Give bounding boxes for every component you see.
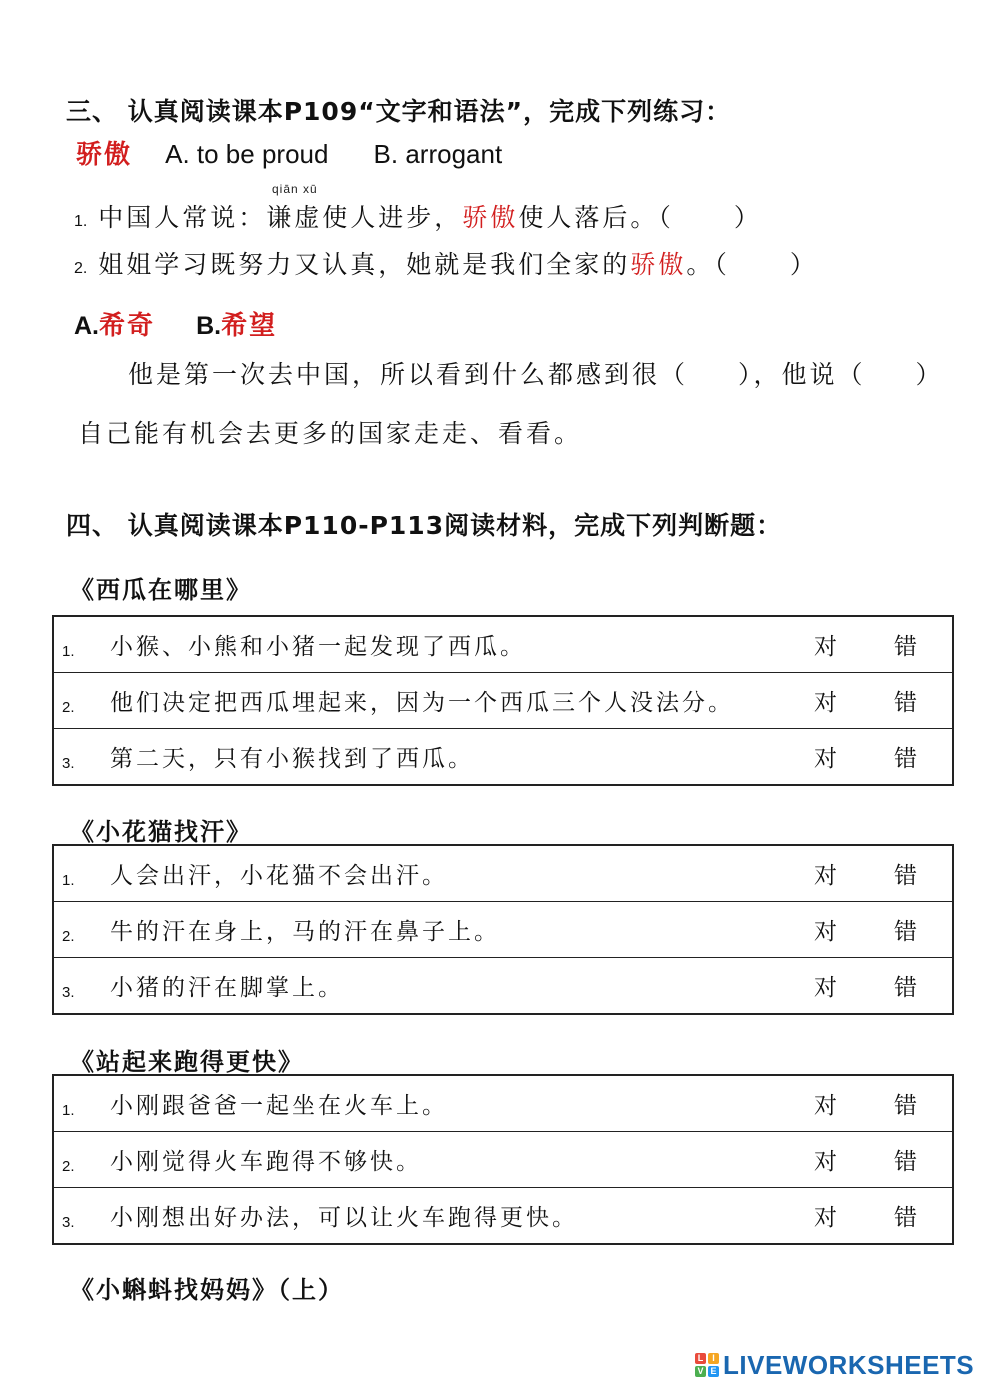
question-number: 2. <box>62 927 75 945</box>
story-title-watermelon: 《西瓜在哪里》 <box>70 575 252 604</box>
word-row-jiaoao <box>76 134 502 171</box>
table-row <box>53 958 953 1015</box>
question-text-before: 中国人常说：谦虚使人进步， <box>98 203 463 232</box>
logo-text: LIVEWORKSHEETS <box>723 1349 975 1380</box>
logo-letter: V <box>695 1366 706 1377</box>
question-text-before: 姐姐学习既努力又认真，她就是我们全家的 <box>98 250 631 279</box>
logo-letter: E <box>708 1366 719 1377</box>
false-option-button[interactable]: 错 <box>894 863 920 889</box>
close-paren: ） <box>915 360 944 389</box>
table-row <box>53 1075 953 1132</box>
false-option-button[interactable]: 错 <box>894 1093 920 1119</box>
true-option-button[interactable]: 对 <box>792 902 862 958</box>
table-row <box>53 845 953 902</box>
story-title-tadpole: 《小蝌蚪找妈妈》（上） <box>70 1275 344 1304</box>
paragraph-text: 他是第一次去中国，所以看到什么都感到很（ <box>128 360 689 389</box>
true-option-button[interactable]: 对 <box>814 634 840 660</box>
question-text-after: 。（ <box>686 250 730 279</box>
option-a-word: 希奇 <box>99 311 156 341</box>
statement-text: 小刚跟爸爸一起坐在火车上。 <box>110 1093 448 1119</box>
story-title-stand-up: 《站起来跑得更快》 <box>70 1047 304 1076</box>
question-number: 1. <box>62 642 75 660</box>
question-number: 2. <box>62 698 75 716</box>
close-paren: ） <box>789 250 818 279</box>
statement-text: 第二天，只有小猴找到了西瓜。 <box>110 729 792 786</box>
question-number: 1. <box>74 213 88 230</box>
statement-text: 小猪的汗在脚掌上。 <box>110 958 792 1015</box>
statement-text: 小猴、小熊和小猪一起发现了西瓜。 <box>110 634 526 660</box>
section-4-heading: 四、 认真阅读课本P110-P113阅读材料，完成下列判断题： <box>66 511 783 540</box>
question-2 <box>74 245 818 281</box>
option-a-definition: A. to be proud <box>165 139 329 169</box>
highlight-word: 骄傲 <box>462 203 519 232</box>
true-option-button[interactable]: 对 <box>792 729 862 786</box>
false-option-button[interactable]: 错 <box>862 729 953 786</box>
question-1 <box>74 198 762 234</box>
false-option-button[interactable]: 错 <box>894 634 920 660</box>
judge-table-watermelon <box>52 615 954 786</box>
liveworksheets-logo <box>695 1349 975 1380</box>
false-option-button[interactable]: 错 <box>862 673 953 729</box>
option-a-letter: A. <box>74 312 99 340</box>
judge-table-stand-up <box>52 1074 954 1245</box>
false-option-button[interactable]: 错 <box>862 958 953 1015</box>
pinyin-annotation: qiān xū <box>272 182 318 196</box>
false-option-button[interactable]: 错 <box>862 1188 953 1245</box>
option-b-letter: B. <box>196 312 222 340</box>
question-text-after: 使人落后。（ <box>518 203 674 232</box>
table-row <box>53 1132 953 1188</box>
true-option-button[interactable]: 对 <box>792 1188 862 1245</box>
question-number: 3. <box>62 983 75 1001</box>
question-number: 2. <box>74 260 88 277</box>
logo-letter: I <box>708 1353 719 1364</box>
statement-text: 他们决定把西瓜埋起来，因为一个西瓜三个人没法分。 <box>110 673 792 729</box>
close-paren: ） <box>733 203 762 232</box>
table-row <box>53 616 953 673</box>
question-number: 1. <box>62 871 75 889</box>
logo-letter: L <box>695 1353 706 1364</box>
word-options-xi <box>74 305 277 342</box>
statement-text: 人会出汗，小花猫不会出汗。 <box>110 863 448 889</box>
fill-paragraph-line-2: 自己能有机会去更多的国家走走、看看。 <box>78 419 583 448</box>
true-option-button[interactable]: 对 <box>792 1132 862 1188</box>
question-number: 3. <box>62 1213 75 1231</box>
true-option-button[interactable]: 对 <box>792 673 862 729</box>
true-option-button[interactable]: 对 <box>792 958 862 1015</box>
option-b-word: 希望 <box>221 311 278 341</box>
option-b-definition: B. arrogant <box>373 139 503 169</box>
statement-text: 小刚觉得火车跑得不够快。 <box>110 1132 792 1188</box>
true-option-button[interactable]: 对 <box>814 1093 840 1119</box>
true-option-button[interactable]: 对 <box>814 863 840 889</box>
table-row <box>53 729 953 786</box>
question-number: 1. <box>62 1101 75 1119</box>
table-row <box>53 1188 953 1245</box>
logo-mark-icon <box>695 1353 719 1377</box>
question-number: 3. <box>62 754 75 772</box>
statement-text: 小刚想出好办法，可以让火车跑得更快。 <box>110 1188 792 1245</box>
paragraph-text: ），他说（ <box>738 360 866 389</box>
fill-paragraph-line-1 <box>128 355 944 391</box>
false-option-button[interactable]: 错 <box>862 1132 953 1188</box>
table-row <box>53 902 953 958</box>
table-row <box>53 673 953 729</box>
judge-table-cat-sweat <box>52 844 954 1015</box>
false-option-button[interactable]: 错 <box>862 902 953 958</box>
question-number: 2. <box>62 1157 75 1175</box>
story-title-cat-sweat: 《小花猫找汗》 <box>70 817 252 846</box>
highlight-word: 骄傲 <box>630 250 687 279</box>
section-3-heading: 三、 认真阅读课本P109“文字和语法”，完成下列练习： <box>66 97 732 126</box>
target-word: 骄傲 <box>76 140 133 170</box>
statement-text: 牛的汗在身上，马的汗在鼻子上。 <box>110 902 792 958</box>
